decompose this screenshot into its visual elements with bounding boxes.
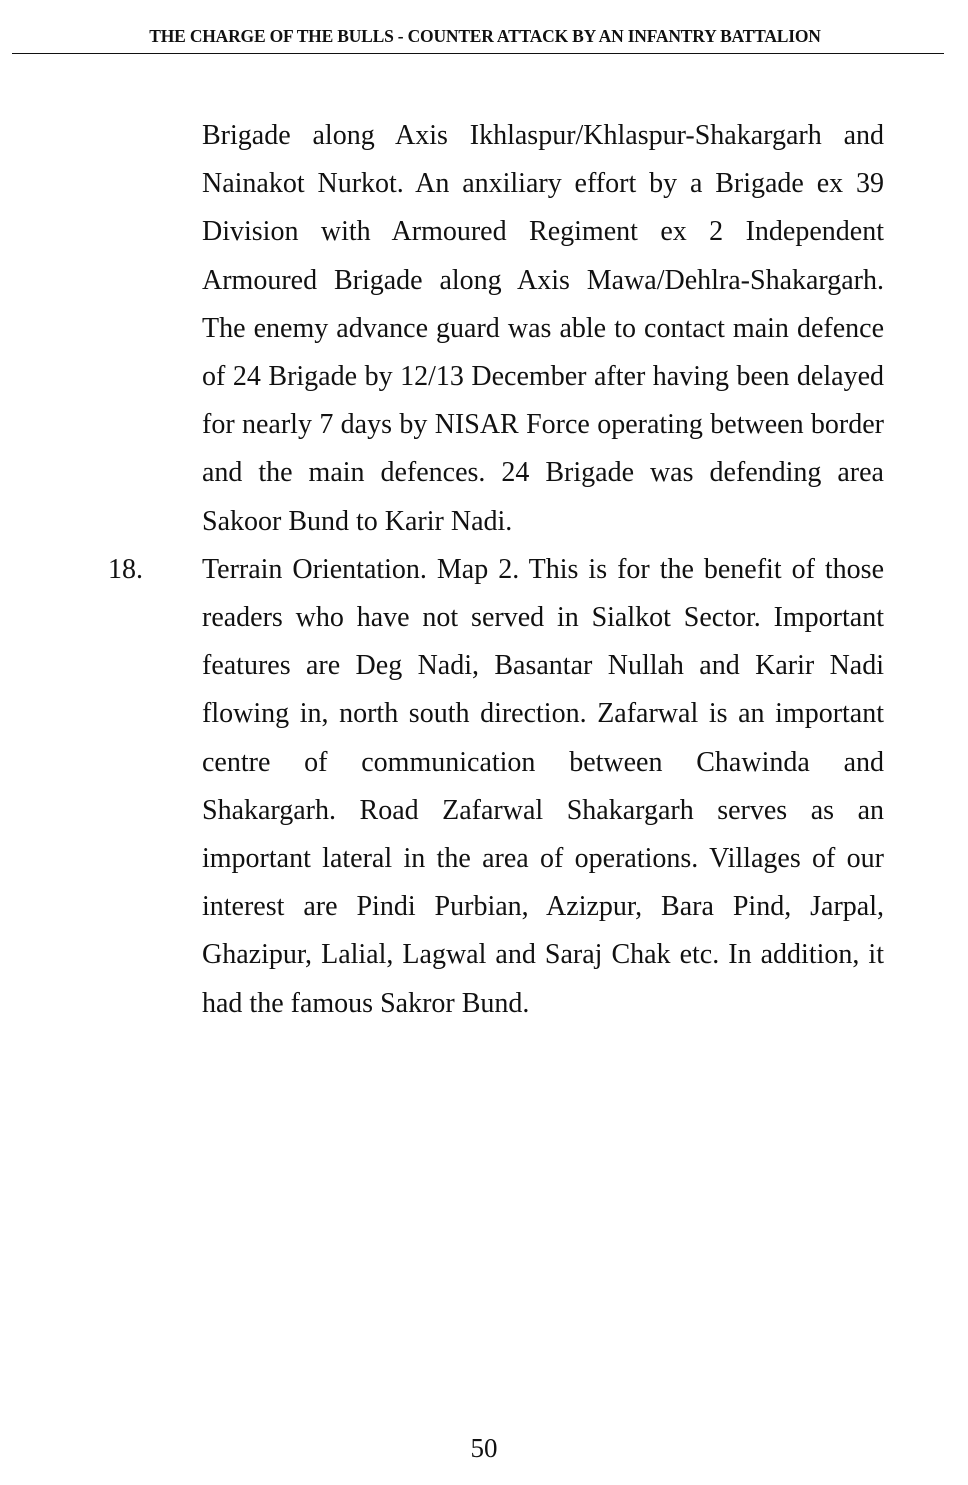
paragraph-18-text: Terrain Orientation. Map 2. This is for the benefit of those readers who have not served in Sialkot Sector. Important features are Deg Nadi, Basantar Nullah and Karir Nadi flowing in, north south direction. Zafarwal is an important centre of communication between Chawinda and Shakargarh. Road Zafarwal Shakargarh serves as an important lateral in the area of operations. Villages of our interest are Pindi Purbian, Azizpur, Bara Pind, Jarpal, Ghazipur, Lalial, Lagwal and Saraj Chak etc. In addition, it had the famous Sakror Bund. <box>202 553 884 1019</box>
page-number: 50 <box>470 1433 498 1463</box>
paragraph-18 <box>108 546 884 1028</box>
main-text <box>108 112 884 1028</box>
paragraph-number: 18. <box>108 553 143 585</box>
running-header-title: THE CHARGE OF THE BULLS - COUNTER ATTACK BY AN INFANTRY BATTALION <box>149 26 821 46</box>
header-divider <box>12 53 944 54</box>
continuation-paragraph: Brigade along Axis Ikhlaspur/Khlaspur-Shakargarh and Nainakot Nurkot. An anxiliary effort by a Brigade ex 39 Division with Armoured Regiment ex 2 Independent Armoured Brigade along Axis Mawa/Dehlra-Shakargarh. The enemy advance guard was able to contact main defence of 24 Brigade by 12/13 December after having been delayed for nearly 7 days by NISAR Force operating between border and the main defences. 24 Brigade was defending area Sakoor Bund to Karir Nadi. <box>202 120 884 537</box>
